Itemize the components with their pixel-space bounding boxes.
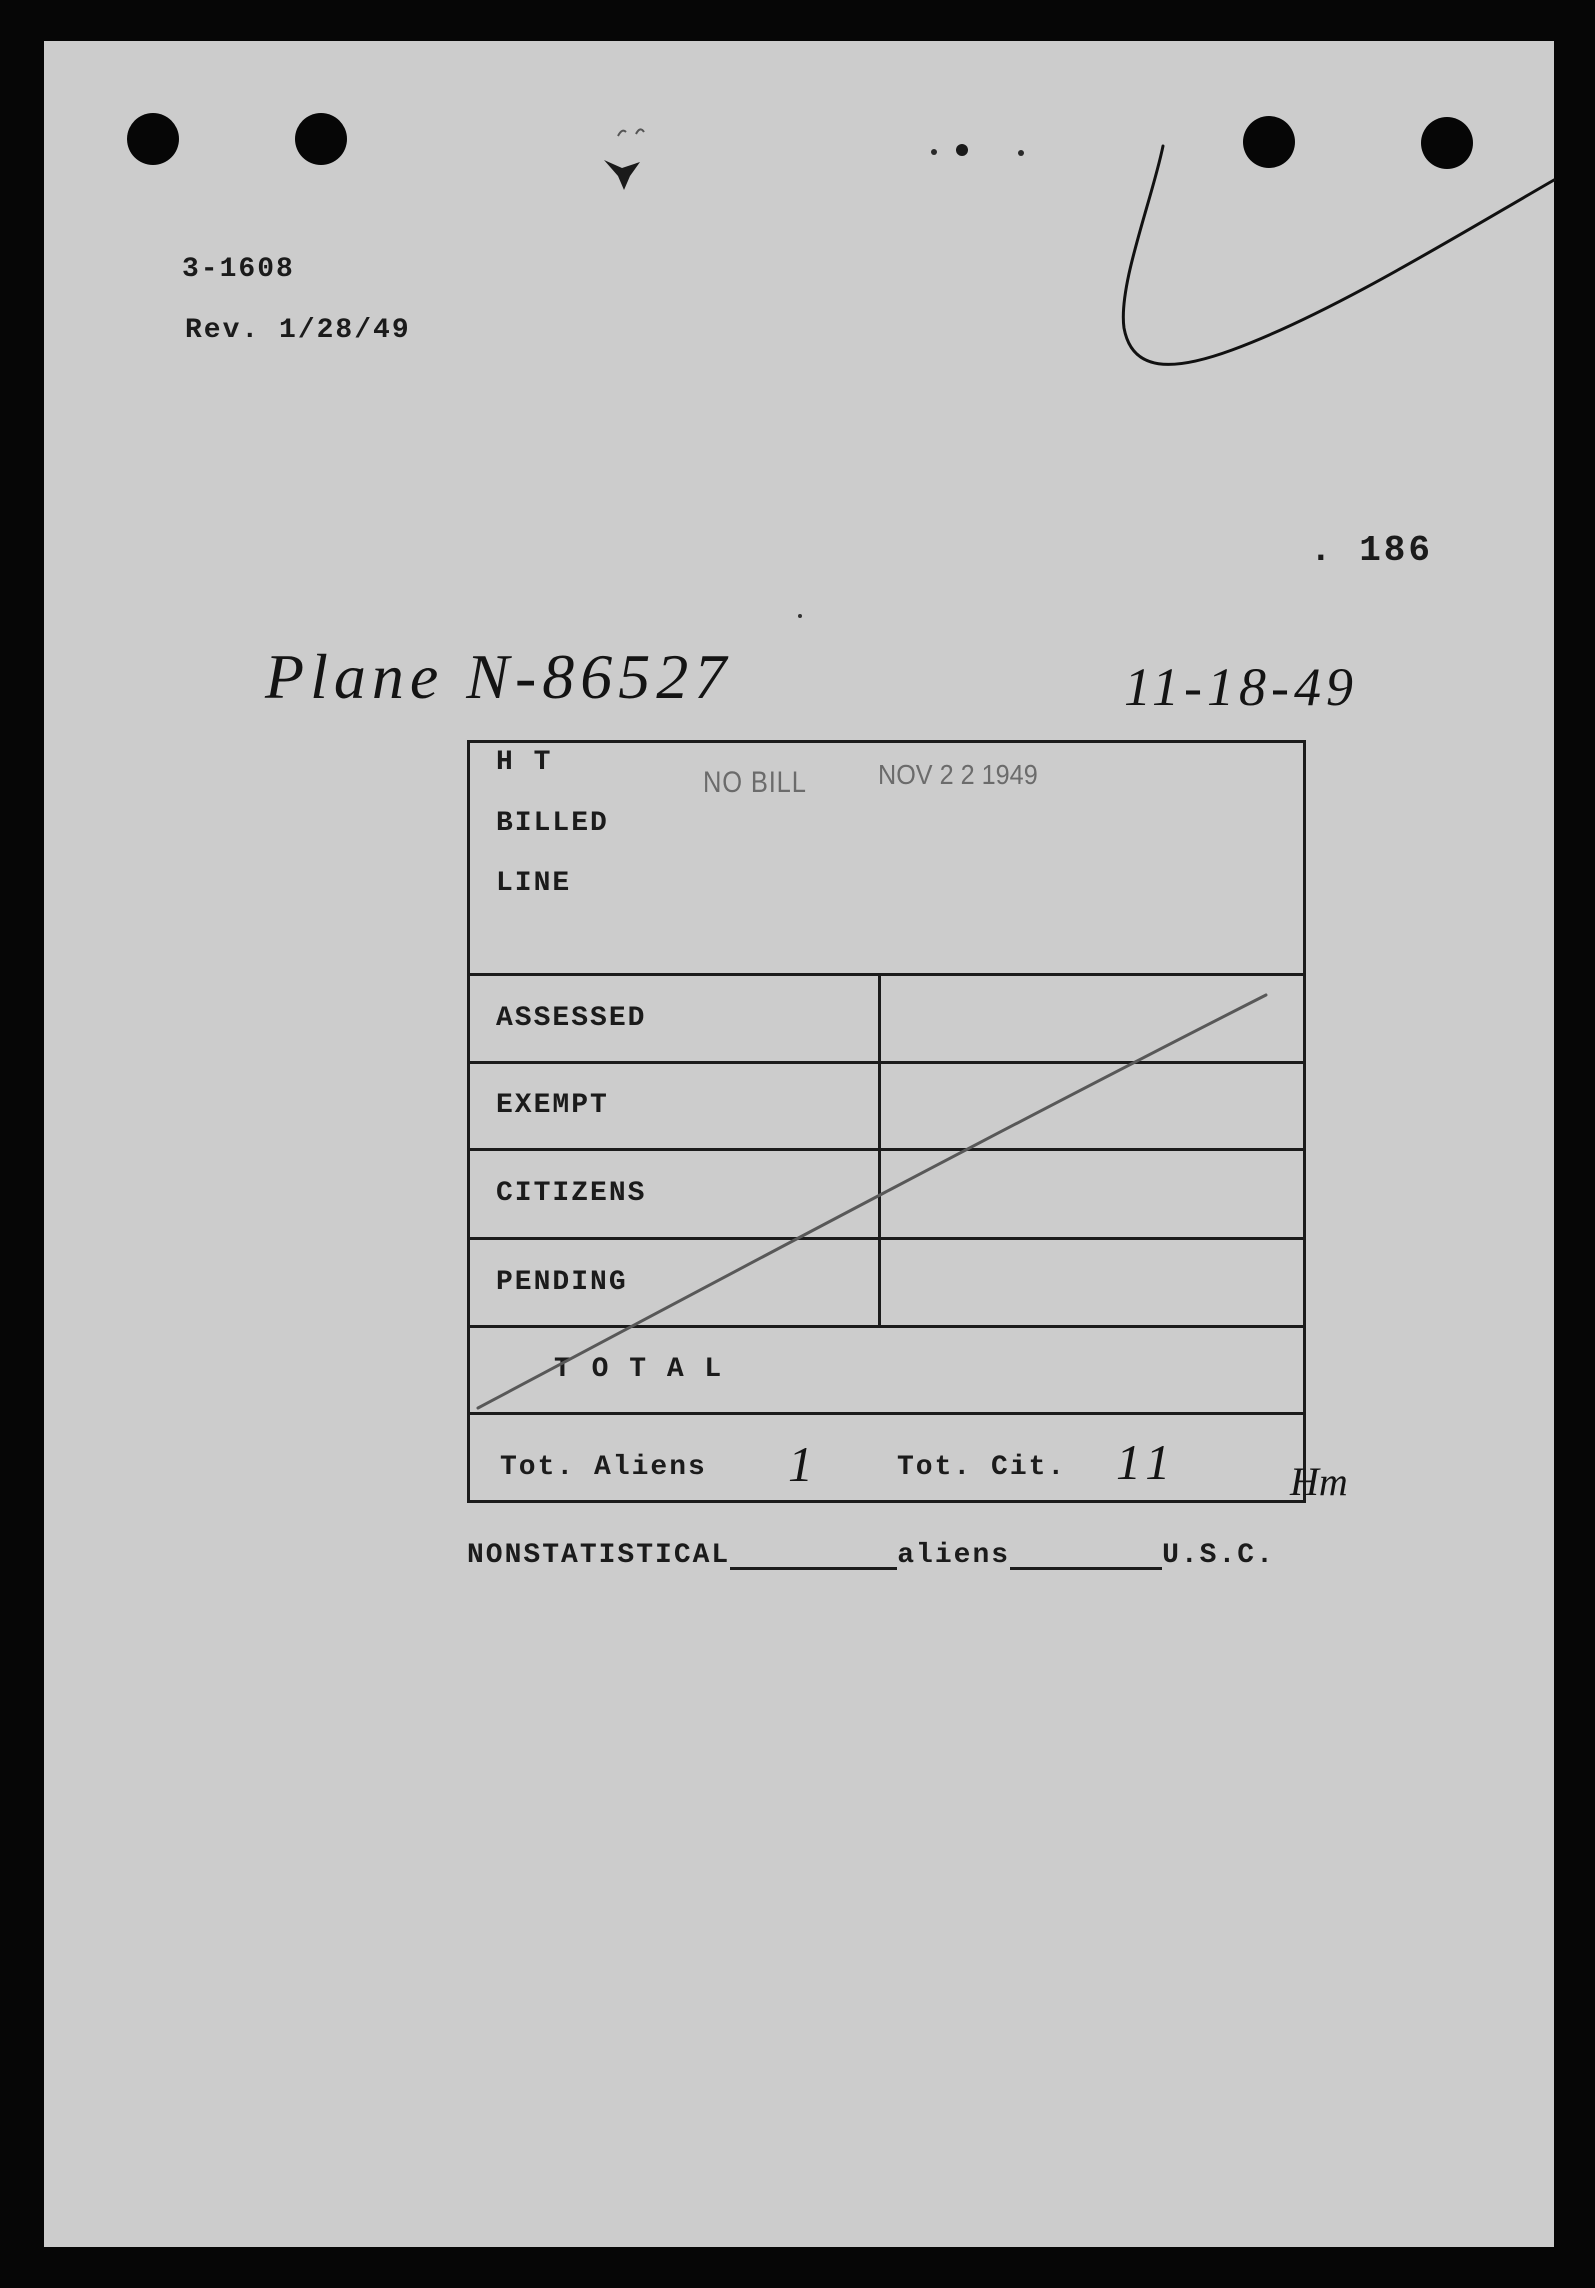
nonstatistical-line [467,1534,1275,1570]
form-number: 3-1608 [182,254,295,285]
row-total [470,1325,1303,1412]
total-aliens-value: 1 [788,1436,813,1492]
handwritten-date: 11-18-49 [1124,657,1358,717]
row-citizens [470,1148,1303,1237]
total-label: T O T A L [554,1354,724,1385]
row-label: CITIZENS [496,1178,647,1209]
punch-hole [127,113,179,165]
handwritten-plane-number: Plane N-86527 [265,641,733,712]
no-bill-stamp: NO BILL [703,766,807,799]
row-label: EXEMPT [496,1090,609,1121]
header-label-ht: H T [496,747,553,778]
handwritten-initials: Hm [1290,1459,1348,1504]
row-pending [470,1237,1303,1325]
row-assessed [470,973,1303,1061]
column-divider [878,976,881,1328]
revision-date: Rev. 1/28/49 [185,315,411,346]
total-citizens-label: Tot. Cit. [897,1452,1067,1483]
row-label: ASSESSED [496,1002,647,1034]
aliens-blank [730,1537,897,1570]
row-exempt [470,1061,1303,1148]
punch-hole [295,113,347,165]
total-aliens-label: Tot. Aliens [500,1452,707,1483]
header-label-line: LINE [496,868,572,899]
manifest-form-table [467,740,1306,1503]
date-stamp: NOV 2 2 1949 [878,759,1038,790]
row-label: PENDING [496,1266,628,1298]
row-totals [470,1412,1303,1500]
page-number: . 186 [1310,530,1434,571]
aliens-label: aliens [897,1540,1011,1571]
nonstatistical-label: NONSTATISTICAL [467,1540,731,1571]
total-citizens-value: 11 [1116,1434,1179,1490]
header-label-billed: BILLED [496,808,609,839]
usc-label: U.S.C. [1162,1540,1275,1571]
punch-hole [1421,117,1473,169]
punch-hole [1243,116,1295,168]
usc-blank [1010,1537,1162,1570]
